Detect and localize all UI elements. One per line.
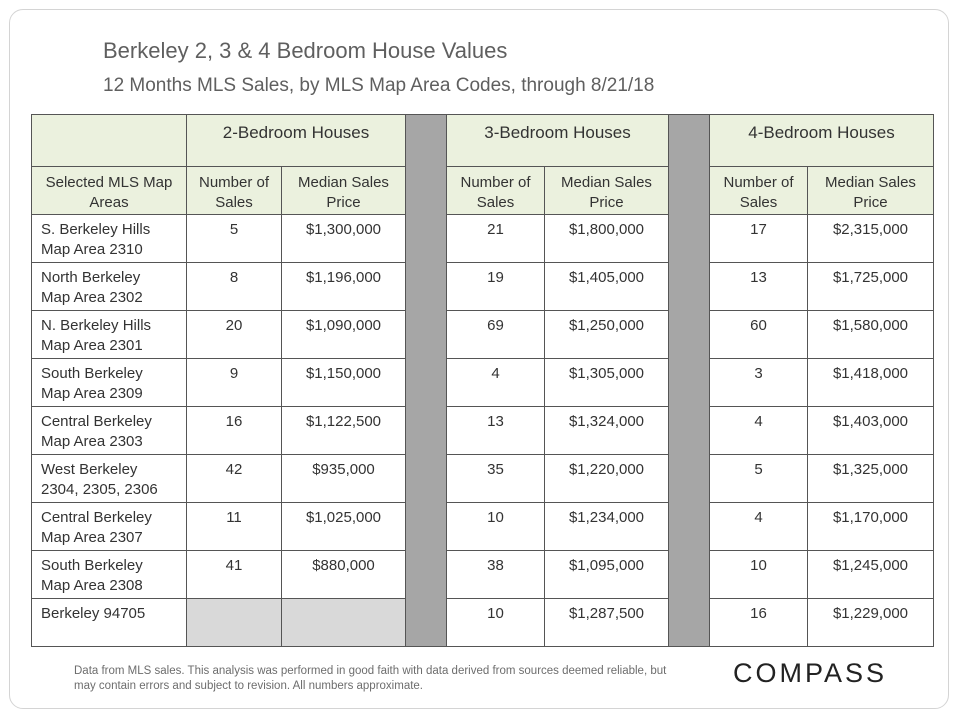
column-header-row [32,167,934,215]
area-cell [32,407,187,455]
median-price-cell: $1,403,000 [808,407,934,455]
column-header-sales: Number of Sales [447,167,545,215]
median-price-cell: $1,095,000 [545,551,669,599]
median-price-cell: $1,305,000 [545,359,669,407]
column-header-sales: Number of Sales [710,167,808,215]
median-price-cell: $1,580,000 [808,311,934,359]
sales-count-cell: 4 [447,359,545,407]
area-cell [32,599,187,647]
column-header-area: Selected MLS Map Areas [32,167,187,215]
median-price-cell: $1,220,000 [545,455,669,503]
area-label-line: Map Area 2301 [41,337,143,354]
table-row [32,503,934,551]
area-label-line: Map Area 2310 [41,241,143,258]
group-header-2br: 2-Bedroom Houses [187,115,406,167]
median-price-cell: $1,170,000 [808,503,934,551]
sales-count-cell: 21 [447,215,545,263]
values-table [31,114,934,647]
sales-count-cell: 60 [710,311,808,359]
median-price-cell: $1,196,000 [282,263,406,311]
area-cell [32,215,187,263]
median-price-cell: $2,315,000 [808,215,934,263]
sales-count-cell: 10 [447,599,545,647]
median-price-cell: $1,324,000 [545,407,669,455]
footnote: Data from MLS sales. This analysis was performed in good faith with data derived from sources deemed reliable, but may contain errors and subject to revision. All numbers approximate. [74,665,667,692]
area-label-line: West Berkeley [41,461,138,478]
area-label-line: 2304, 2305, 2306 [41,481,158,498]
sales-count-cell: 69 [447,311,545,359]
area-label-line: Berkeley 94705 [41,605,146,622]
area-label-line: South Berkeley [41,365,143,382]
median-price-cell: $1,725,000 [808,263,934,311]
table-row [32,359,934,407]
median-price-cell: $1,250,000 [545,311,669,359]
table-row [32,407,934,455]
table-row [32,215,934,263]
area-label-line: Map Area 2303 [41,433,143,450]
area-label-line: South Berkeley [41,557,143,574]
corner-cell [32,115,187,167]
area-label-line: Map Area 2309 [41,385,143,402]
table-row [32,455,934,503]
sales-count-cell: 20 [187,311,282,359]
table-row [32,263,934,311]
table-row [32,551,934,599]
group-header-row [32,115,934,167]
median-price-cell: $1,122,500 [282,407,406,455]
area-cell [32,551,187,599]
sales-count-cell: 41 [187,551,282,599]
column-gap [669,115,710,647]
sales-count-cell: 19 [447,263,545,311]
median-price-cell: $1,090,000 [282,311,406,359]
compass-logo: COMPASS [733,658,888,688]
area-label-line: Central Berkeley [41,509,152,526]
area-label-line: S. Berkeley Hills [41,221,151,238]
sales-count-cell [187,599,282,647]
area-label-line: Central Berkeley [41,413,152,430]
median-price-cell: $1,325,000 [808,455,934,503]
column-header-price: Median Sales Price [545,167,669,215]
page-subtitle: 12 Months MLS Sales, by MLS Map Area Codes, through 8/21/18 [103,75,655,96]
median-price-cell: $1,418,000 [808,359,934,407]
sales-count-cell: 8 [187,263,282,311]
area-label-line: Map Area 2302 [41,289,143,306]
median-price-cell [282,599,406,647]
median-price-cell: $880,000 [282,551,406,599]
sales-count-cell: 16 [187,407,282,455]
group-header-4br: 4-Bedroom Houses [710,115,934,167]
median-price-cell: $1,234,000 [545,503,669,551]
median-price-cell: $1,229,000 [808,599,934,647]
area-cell [32,263,187,311]
area-label-line: Map Area 2307 [41,529,143,546]
median-price-cell: $1,287,500 [545,599,669,647]
sales-count-cell: 13 [710,263,808,311]
column-header-price: Median Sales Price [282,167,406,215]
area-label-line: Map Area 2308 [41,577,143,594]
area-cell [32,359,187,407]
median-price-cell: $1,300,000 [282,215,406,263]
median-price-cell: $1,245,000 [808,551,934,599]
column-header-price: Median Sales Price [808,167,934,215]
sales-count-cell: 10 [447,503,545,551]
table-row [32,599,934,647]
sales-count-cell: 42 [187,455,282,503]
sales-count-cell: 38 [447,551,545,599]
sales-count-cell: 5 [187,215,282,263]
sales-count-cell: 4 [710,407,808,455]
sales-count-cell: 3 [710,359,808,407]
sales-count-cell: 5 [710,455,808,503]
median-price-cell: $1,800,000 [545,215,669,263]
page-title: Berkeley 2, 3 & 4 Bedroom House Values [103,38,508,63]
median-price-cell: $1,025,000 [282,503,406,551]
median-price-cell: $1,405,000 [545,263,669,311]
area-cell [32,311,187,359]
column-header-sales: Number of Sales [187,167,282,215]
area-cell [32,503,187,551]
sales-count-cell: 10 [710,551,808,599]
sales-count-cell: 13 [447,407,545,455]
column-gap [406,115,447,647]
sales-count-cell: 17 [710,215,808,263]
table-row [32,311,934,359]
sales-count-cell: 4 [710,503,808,551]
area-cell [32,455,187,503]
median-price-cell: $1,150,000 [282,359,406,407]
group-header-3br: 3-Bedroom Houses [447,115,669,167]
area-label-line: N. Berkeley Hills [41,317,152,334]
sales-count-cell: 11 [187,503,282,551]
sales-count-cell: 16 [710,599,808,647]
sales-count-cell: 9 [187,359,282,407]
area-label-line: North Berkeley [41,269,141,286]
median-price-cell: $935,000 [282,455,406,503]
sales-count-cell: 35 [447,455,545,503]
